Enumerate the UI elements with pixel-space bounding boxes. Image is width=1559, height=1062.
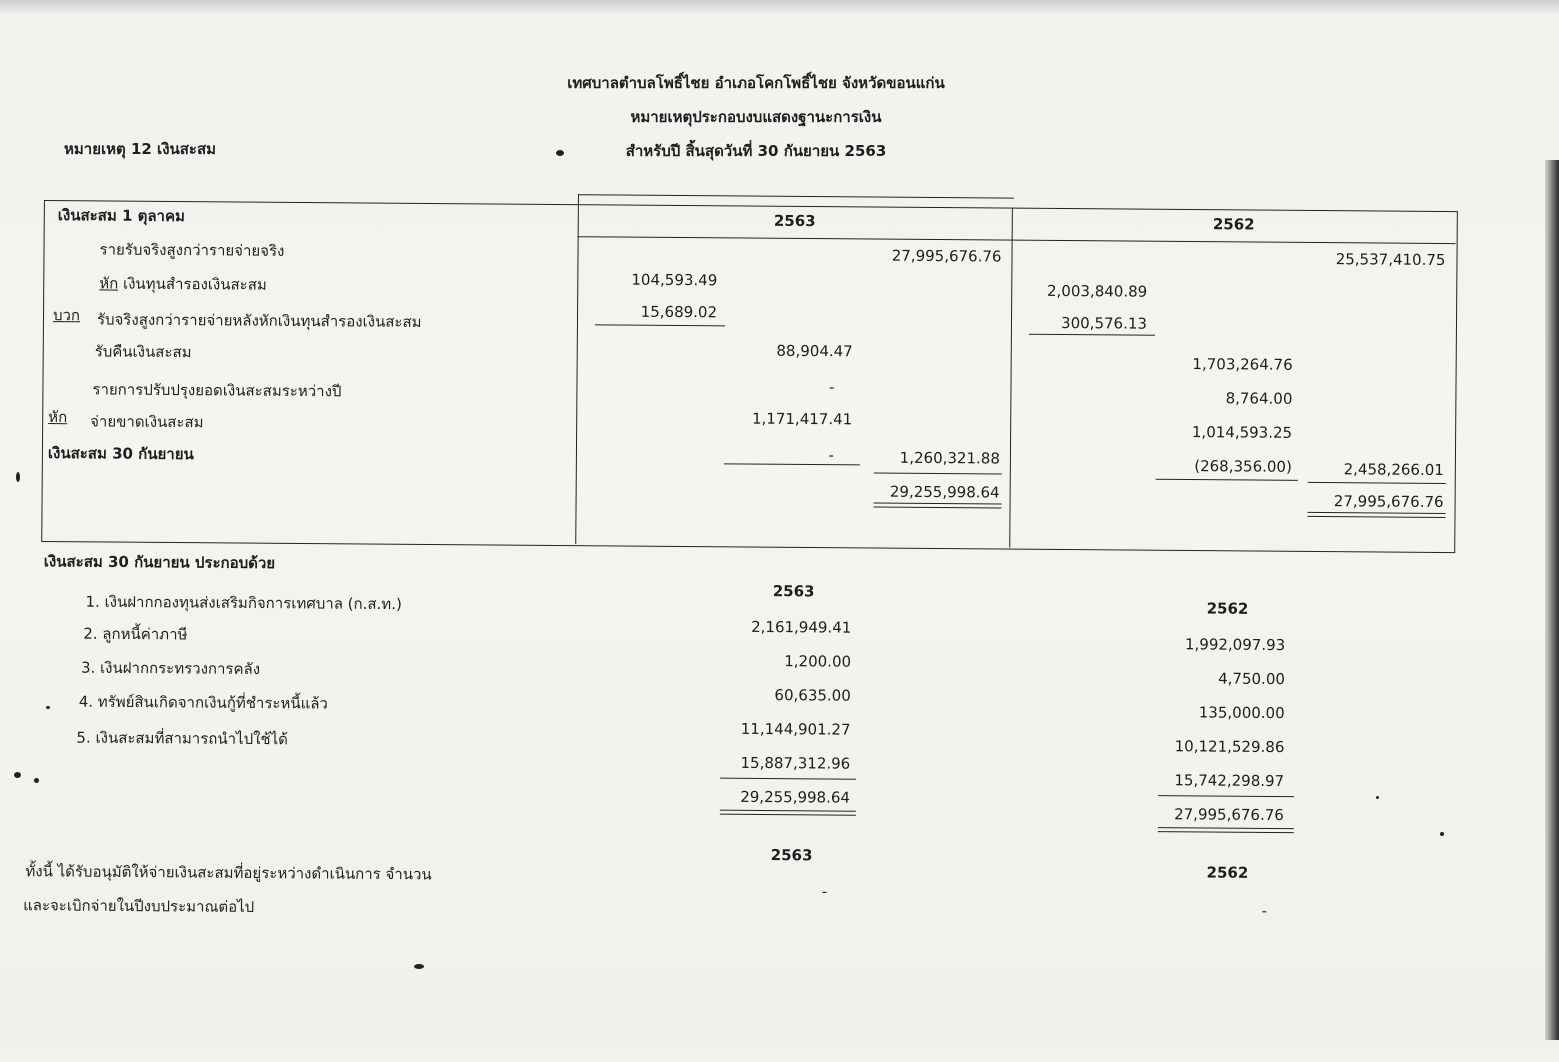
comp-item-2563: 2,161,949.41: [751, 617, 852, 637]
cell-2563-col3: 27,995,676.76: [891, 246, 1002, 266]
comp-item-label: 4. ทรัพย์สินเกิดจากเงินกู้ที่ชำระหนี้แล้ว: [78, 692, 328, 713]
comp-col-2562: 2562: [1206, 599, 1249, 618]
comp-item-2563: 60,635.00: [774, 686, 851, 705]
comp-total-rule: [1158, 795, 1294, 797]
comp-item-2563: 11,144,901.27: [740, 719, 851, 739]
comp-item-label: 3. เงินฝากกระทรวงการคลัง: [80, 658, 261, 679]
approval-2563: -: [821, 882, 828, 901]
row-prefix: บวก: [52, 306, 81, 325]
cell-2562-col2: 1,014,593.25: [1191, 423, 1293, 442]
doc-title: หมายเหตุประกอบงบแสดงฐานะการเงิน: [630, 108, 882, 126]
cell-2562-col3: 2,458,266.01: [1343, 460, 1444, 480]
cell-2563-total: 29,255,998.64: [889, 482, 1000, 502]
note-label: หมายเหตุ 12 เงินสะสม: [64, 140, 217, 158]
row-label: จ่ายขาดเงินสะสม: [90, 412, 204, 432]
scan-speck: [14, 772, 21, 778]
approval-col-2563: 2563: [770, 846, 813, 865]
row-label: เงินสะสม 30 กันยายน: [47, 444, 194, 464]
cell-2563-col1: 15,689.02: [640, 302, 718, 322]
comp-item-2562: 135,000.00: [1198, 703, 1285, 723]
row-label: หัก เงินทุนสำรองเงินสะสม: [99, 274, 267, 294]
org-name: เทศบาลตำบลโพธิ์ไชย อำเภอโคกโพธิ์ไชย จังหวัดขอนแก่น: [567, 74, 945, 92]
comp-total-rule: [720, 778, 856, 780]
cell-2563-col1: 104,593.49: [631, 270, 718, 290]
comp-item-2563: 15,887,312.96: [740, 753, 851, 773]
cell-2563-col3: 1,260,321.88: [899, 448, 1000, 468]
comp-item-label: 2. ลูกหนี้ค่าภาษี: [83, 624, 188, 644]
cell-2563-col2: -: [828, 446, 835, 465]
comp-item-2562: 4,750.00: [1218, 669, 1286, 689]
scan-speck: [1376, 796, 1379, 799]
composition-title: เงินสะสม 30 กันยายน ประกอบด้วย: [43, 552, 276, 573]
scan-speck: [34, 778, 39, 783]
row-prefix: หัก: [48, 408, 68, 427]
cell-2562-col1: 2,003,840.89: [1046, 281, 1148, 301]
cell-2563-col2: 88,904.47: [776, 341, 853, 361]
cell-2562-col2: 1,703,264.76: [1192, 355, 1293, 374]
cell-2562-col3: 25,537,410.75: [1335, 250, 1446, 270]
scan-speck: [414, 964, 424, 969]
cell-2562-total: 27,995,676.76: [1333, 492, 1444, 512]
comp-total-double-rule: [720, 810, 856, 816]
row-label: รับจริงสูงกว่ารายจ่ายหลังหักเงินทุนสำรองเงินสะสม: [96, 310, 422, 331]
comp-item-2562: 1,992,097.93: [1184, 635, 1286, 655]
cell-2562-col2: (268,356.00): [1194, 457, 1292, 476]
comp-total-2562: 27,995,676.76: [1174, 805, 1284, 825]
comp-total-double-rule: [1158, 827, 1294, 833]
approval-col-2562: 2562: [1206, 863, 1249, 882]
cell-2562-col1: 300,576.13: [1061, 313, 1148, 333]
row-label: รายรับจริงสูงกว่ารายจ่ายจริง: [99, 240, 285, 260]
scan-speck: [16, 472, 20, 482]
row-label: เงินสะสม 1 ตุลาคม: [57, 206, 185, 226]
cell-2563-col2: -: [828, 378, 835, 397]
comp-item-2563: 1,200.00: [784, 652, 852, 671]
approval-text-line2: และจะเบิกจ่ายในปีงบประมาณต่อไป: [23, 896, 255, 917]
scan-speck: [46, 706, 50, 709]
cell-2562-col2: 8,764.00: [1225, 389, 1293, 408]
scan-speck: [556, 150, 564, 156]
row-label: รับคืนเงินสะสม: [94, 342, 192, 362]
approval-2562: -: [1261, 901, 1268, 920]
doc-period: สำหรับปี สิ้นสุดวันที่ 30 กันยายน 2563: [625, 142, 887, 160]
comp-item-label: 1. เงินฝากกองทุนส่งเสริมกิจการเทศบาล (ก.ส.ท.): [85, 592, 402, 614]
comp-item-label: 5. เงินสะสมที่สามารถนำไปใช้ได้: [76, 728, 289, 749]
col-header-2562: 2562: [1212, 215, 1255, 234]
comp-total-2563: 29,255,998.64: [740, 787, 851, 807]
scan-speck: [1440, 832, 1444, 836]
comp-item-2562: 10,121,529.86: [1174, 737, 1285, 757]
cell-2563-col2: 1,171,417.41: [751, 409, 853, 429]
row-prefix: หัก: [99, 274, 119, 293]
col-header-2563: 2563: [773, 211, 816, 231]
comp-item-2562: 15,742,298.97: [1174, 771, 1285, 791]
comp-col-2563: 2563: [772, 582, 815, 601]
approval-text-line1: ทั้งนี้ ได้รับอนุมัติให้จ่ายเงินสะสมที่อยู่ระหว่างดำเนินการ จำนวน: [25, 862, 432, 884]
row-label: รายการปรับปรุงยอดเงินสะสมระหว่างปี: [92, 380, 342, 401]
